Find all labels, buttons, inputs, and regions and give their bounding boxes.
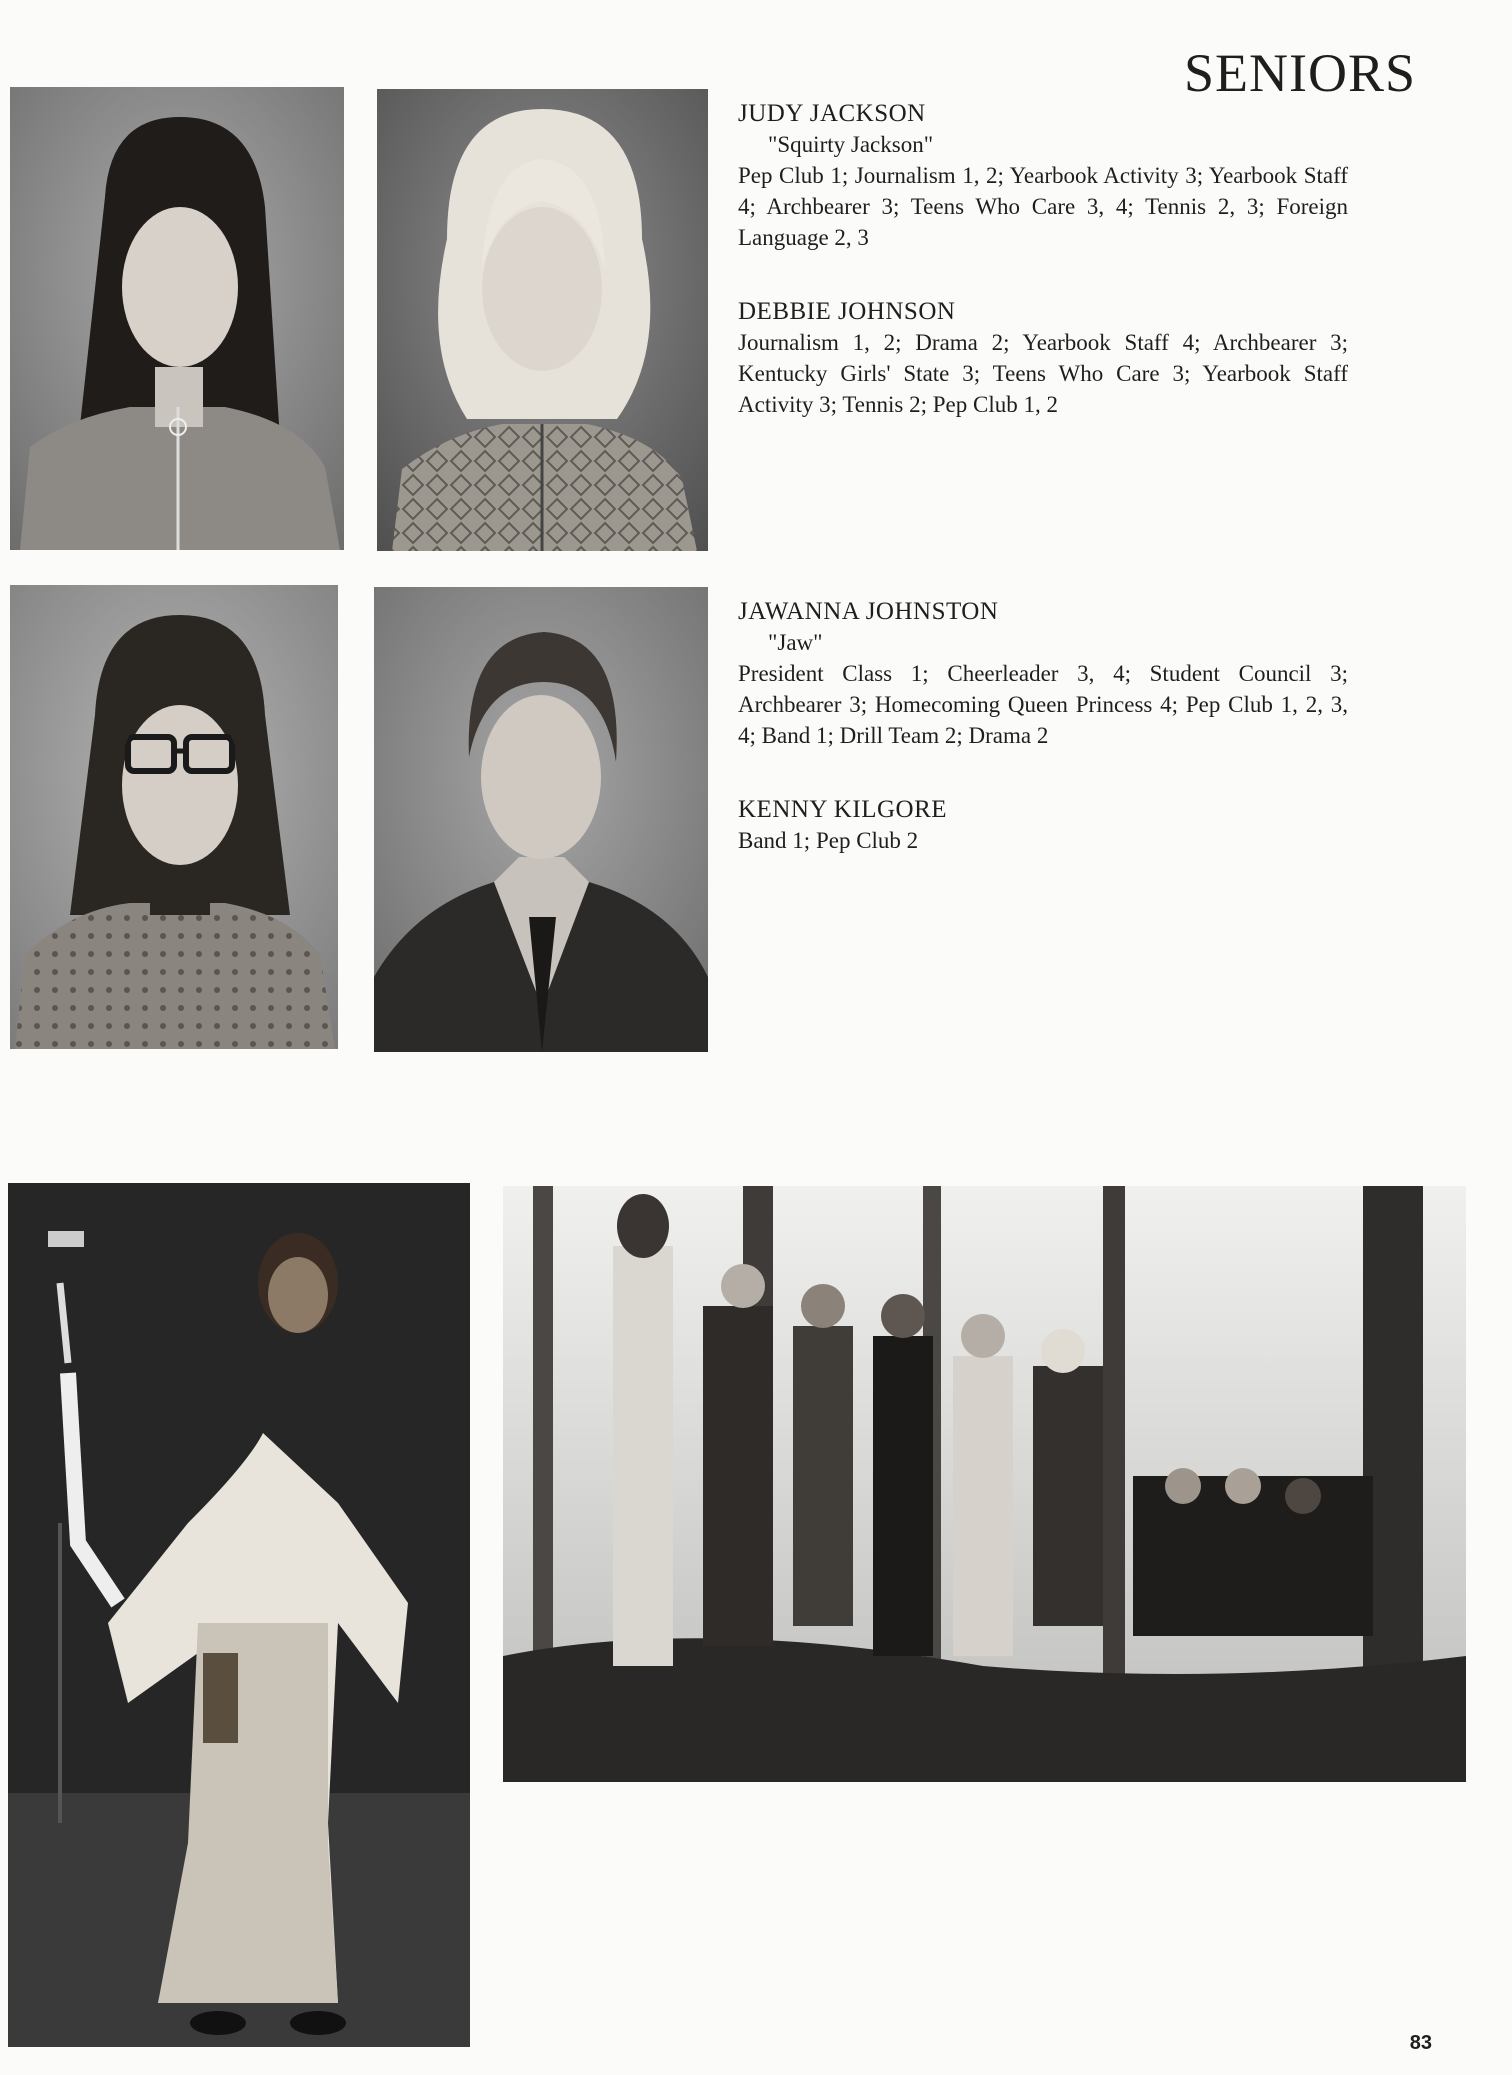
senior-activities: President Class 1; Cheerleader 3, 4; Student Council 3; Archbearer 3; Homecoming Queen Princess 4; Pep Club 1, 2, 3, 4; Band 1; Drill Team 2; Drama 2 (738, 661, 1348, 748)
bio-debbie-johnson (738, 296, 1348, 420)
senior-nickname: "Squirty Jackson" (768, 132, 934, 157)
candid-group-in-woods (503, 1186, 1466, 1782)
bio-kenny-kilgore (738, 794, 1348, 856)
section-title: SENIORS (1183, 43, 1416, 103)
portrait-jawanna-johnston (10, 585, 338, 1049)
senior-name: JUDY JACKSON (738, 100, 926, 127)
bio-judy-jackson (738, 98, 1348, 253)
candid-girl-with-gavel (8, 1183, 470, 2047)
portrait-debbie-johnson (377, 89, 708, 551)
portrait-kenny-kilgore (374, 587, 708, 1052)
senior-activities: Band 1; Pep Club 2 (738, 828, 919, 853)
senior-name: KENNY KILGORE (738, 796, 948, 823)
senior-name: JAWANNA JOHNSTON (738, 598, 999, 625)
senior-nickname: "Jaw" (768, 630, 823, 655)
bio-jawanna-johnston (738, 596, 1348, 751)
senior-name: DEBBIE JOHNSON (738, 298, 956, 325)
senior-activities: Pep Club 1; Journalism 1, 2; Yearbook Activity 3; Yearbook Staff 4; Archbearer 3; Teens Who Care 3, 4; Tennis 2, 3; Foreign Language 2, 3 (738, 163, 1348, 250)
senior-activities: Journalism 1, 2; Drama 2; Yearbook Staff 4; Archbearer 3; Kentucky Girls' State 3; Teens Who Care 3; Yearbook Staff Activity 3; Tennis 2; Pep Club 1, 2 (738, 330, 1348, 417)
page-number: 83 (1409, 2032, 1432, 2054)
portrait-judy-jackson (10, 87, 344, 550)
